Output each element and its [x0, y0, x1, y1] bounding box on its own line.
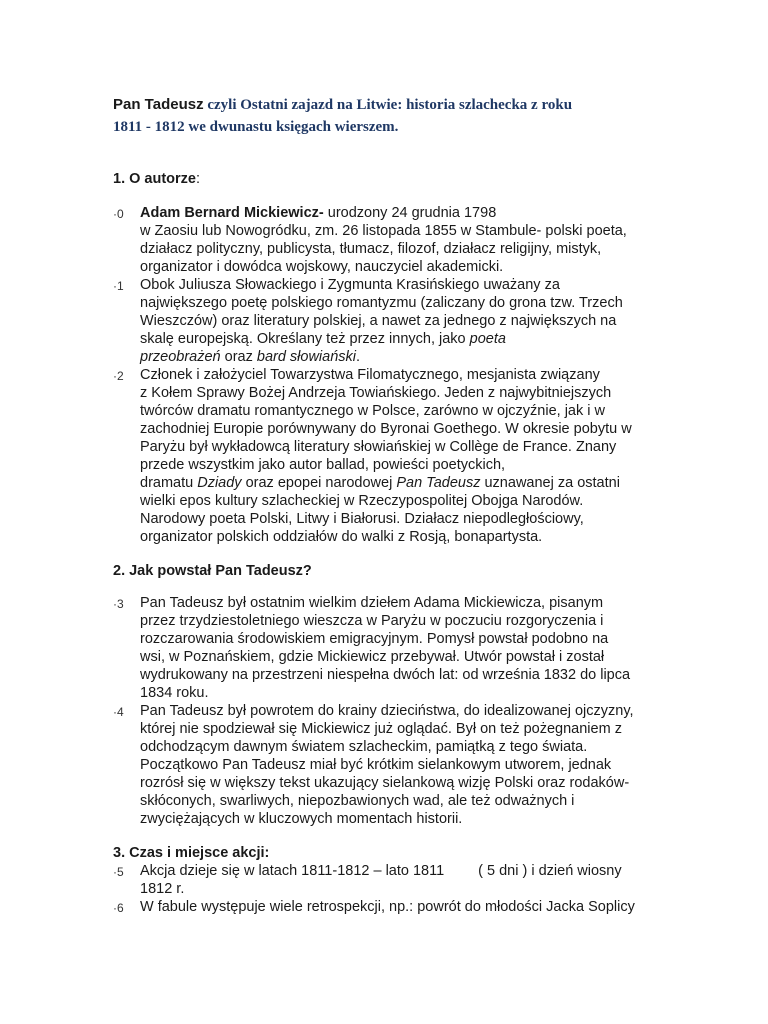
list-item-line: W fabule występuje wiele retrospekcji, np.: powrót do młodości Jacka Soplicy	[140, 899, 635, 915]
list-item-line: z Kołem Sprawy Bożej Andrzeja Towiańskiego. Jeden z najwybitniejszych	[140, 385, 612, 401]
list-item-number: ·2	[113, 369, 124, 383]
title-name: Pan Tadeusz	[113, 96, 204, 113]
list-item-line: Paryżu był wykładowcą literatury słowiańskiej w Collège de France. Znany	[140, 439, 617, 455]
section-heading-text: 1. O autorze	[113, 171, 196, 187]
list-item-line: wsi, w Poznańskiem, gdzie Mickiewicz przebywał. Utwór powstał i został	[140, 649, 605, 665]
section-heading-colon: :	[196, 171, 201, 187]
list-item-line: wielki epos kultury szlacheckiej w Rzeczypospolitej Obojga Narodów.	[140, 493, 584, 509]
list-item	[113, 702, 673, 828]
list-item-body	[140, 594, 673, 702]
list-item-body	[140, 702, 673, 828]
list-item-number: ·6	[113, 901, 124, 915]
list-item-line: Pan Tadeusz był powrotem do krainy dzieciństwa, do idealizowanej ojczyzny,	[140, 703, 634, 719]
list-item-line: twórców dramatu romantycznego w Polsce, zarówno w ojczyźnie, jak i w	[140, 403, 605, 419]
list-item	[113, 862, 673, 898]
list-item-line: rozrósł się w większy tekst ukazujący sielankową wizję Polski oraz rodaków-	[140, 775, 630, 791]
list-item-line: przez trzydziestoletniego wieszcza w Paryżu w poczuciu rozgoryczenia i	[140, 613, 604, 629]
list-item-line: rozczarowania środowiskiem emigracyjnym. Pomysł powstał podobno na	[140, 631, 609, 647]
author-name: Adam Bernard Mickiewicz-	[140, 205, 324, 221]
list-item-line: Pan Tadeusz był ostatnim wielkim dziełem Adama Mickiewicza, pisanym	[140, 595, 604, 611]
list-item-line: Początkowo Pan Tadeusz miał być krótkim sielankowym utworem, jednak	[140, 757, 612, 773]
list-item-line: odchodzącym dawnym światem szlacheckim, pamiątką z tego świata.	[140, 739, 588, 755]
list-item-line: dramatu Dziady oraz epopei narodowej Pan Tadeusz uznawanej za ostatni	[140, 475, 620, 491]
list-item-line: skłóconych, swarliwych, niepozbawionych wad, ale też odważnych i	[140, 793, 575, 809]
list-item-number: ·1	[113, 279, 124, 293]
list-item-number: ·0	[113, 207, 124, 221]
list-item-line: największego poetę polskiego romantyzmu (zaliczany do grona tzw. Trzech	[140, 295, 623, 311]
list-item-line: przede wszystkim jako autor ballad, powieści poetyckich,	[140, 457, 506, 473]
list-item-line: Akcja dzieje się w latach 1811-1812 – lato 1811 ( 5 dni ) i dzień wiosny	[140, 863, 622, 879]
list-item-line: 1812 r.	[140, 881, 185, 897]
list-item	[113, 898, 673, 916]
list-item	[113, 366, 673, 546]
list-item-line: przeobrażeń oraz bard słowiański.	[140, 349, 361, 365]
list-item-line: Adam Bernard Mickiewicz- urodzony 24 grudnia 1798	[140, 205, 497, 221]
list-item-line: organizator polskich oddziałów do walki z Rosją, bonapartysta.	[140, 529, 543, 545]
list-item	[113, 276, 673, 366]
list-item-body	[140, 366, 673, 546]
section-heading-origin: 2. Jak powstał Pan Tadeusz?	[113, 563, 312, 579]
list-item-line: w Zaosiu lub Nowogródku, zm. 26 listopada 1855 w Stambule- polski poeta,	[140, 223, 627, 239]
list-item-line: działacz polityczny, publicysta, tłumacz, filozof, działacz religijny, mistyk,	[140, 241, 602, 257]
list-item-body	[140, 204, 673, 276]
title-subtitle-line2: 1811 - 1812 we dwunastu księgach wierszem.	[113, 119, 399, 135]
list-item-number: ·3	[113, 597, 124, 611]
list-item-number: ·5	[113, 865, 124, 879]
list-item-body	[140, 898, 673, 916]
list-item-number: ·4	[113, 705, 124, 719]
section-heading-time-place: 3. Czas i miejsce akcji:	[113, 845, 270, 861]
list-item-line: której nie spodziewał się Mickiewicz już oglądać. Był on też pożegnaniem z	[140, 721, 622, 737]
list-item-line: Obok Juliusza Słowackiego i Zygmunta Krasińskiego uważany za	[140, 277, 560, 293]
list-item-line: 1834 roku.	[140, 685, 209, 701]
list-item-body	[140, 276, 673, 366]
list-item-line: Wieszczów) oraz literatury polskiej, a nawet za jednego z największych na	[140, 313, 617, 329]
list-item	[113, 204, 673, 276]
section-heading-author	[113, 170, 200, 188]
title-subtitle-line1: czyli Ostatni zajazd na Litwie: historia szlachecka z roku	[203, 97, 573, 113]
list-item-line: zachodniej Europie porównywany do Byronai Goethego. W okresie pobytu w	[140, 421, 632, 437]
list-item-line: organizator i dowódca wojskowy, nauczyciel akademicki.	[140, 259, 504, 275]
list-item-line: skalę europejską. Określany też przez innych, jako poeta	[140, 331, 506, 347]
list-item	[113, 594, 673, 702]
list-item-line: zwyciężających w kluczowych momentach historii.	[140, 811, 463, 827]
list-item-body	[140, 862, 673, 898]
list-item-line: Narodowy poeta Polski, Litwy i Białorusi. Działacz niepodległościowy,	[140, 511, 584, 527]
list-item-line: Członek i założyciel Towarzystwa Filomatycznego, mesjanista związany	[140, 367, 600, 383]
list-item-line: wydrukowany na przestrzeni niespełna dwóch lat: od września 1832 do lipca	[140, 667, 631, 683]
document-title	[113, 94, 673, 138]
